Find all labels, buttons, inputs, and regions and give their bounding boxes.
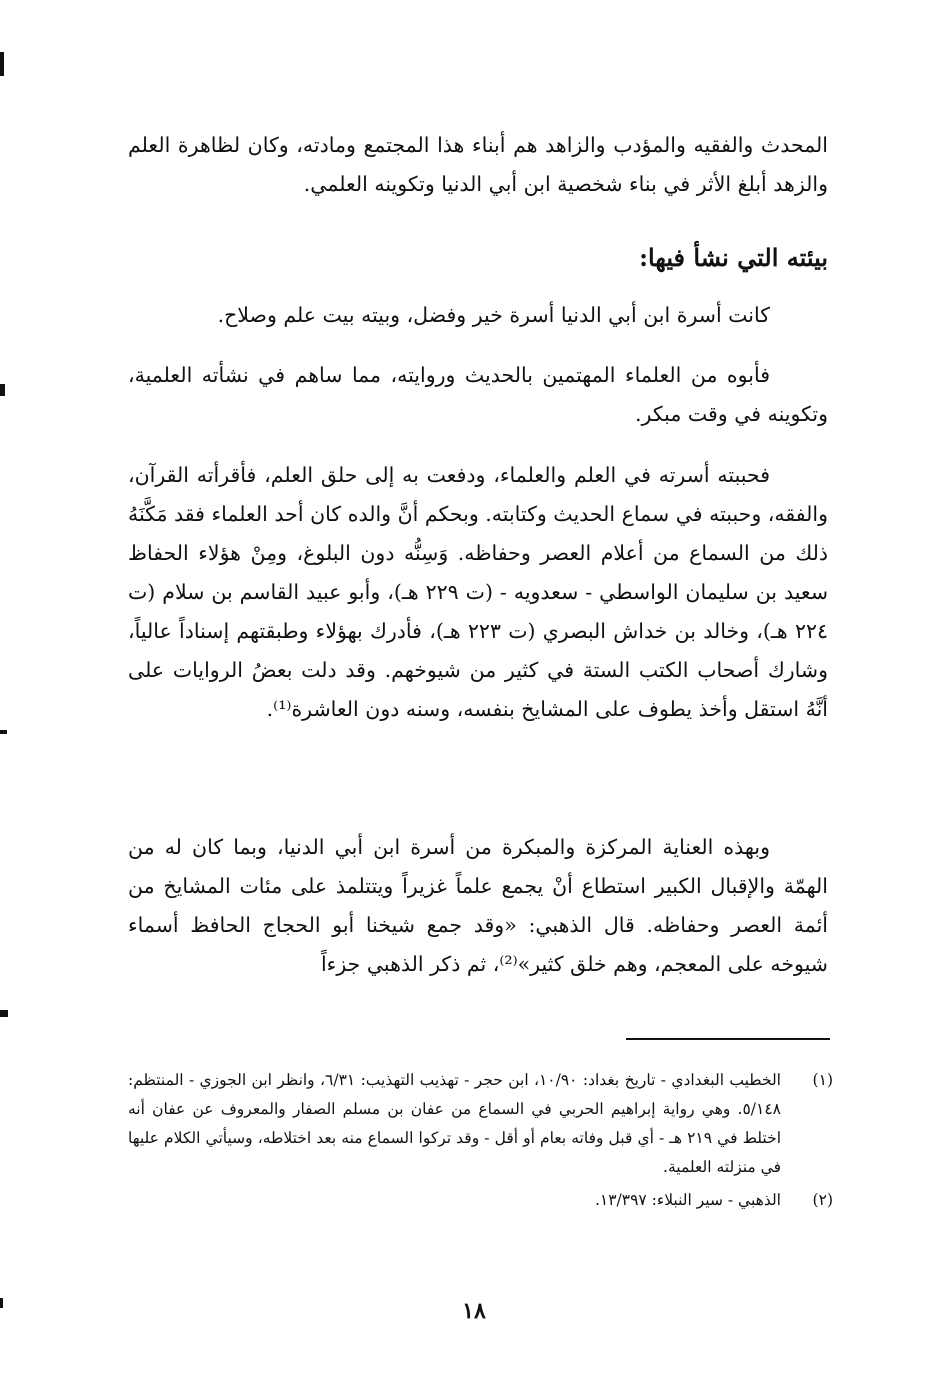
scan-artifact-mark [0,1010,8,1017]
intro-paragraph: المحدث والفقيه والمؤدب والزاهد هم أبناء هذا المجتمع ومادته، وكان لظاهرة العلم والزهد أبلغ الأثر في بناء شخصية ابن أبي الدنيا وتكوينه العلمي. [128,133,828,196]
footnotes [128,1066,833,1219]
family-paragraph: كانت أسرة ابن أبي الدنيا أسرة خير وفضل، وبيته بيت علم وصلاح. [217,303,770,327]
footnote-separator [626,1038,830,1040]
upbringing-paragraph: فحببته أسرته في العلم والعلماء، ودفعت به إلى حلق العلم، فأقرأته القرآن، والفقه، وحببته في سماع الحديث وكتابته. وبحكم أنَّ والده كان أحد العلماء فقد مَكَّنَهُ ذلك من السماع من أعلام العصر وحفاظه. وَسِنُّه دون البلوغ، ومِنْ هؤلاء الحفاظ سعيد بن سليمان الواسطي - سعدويه - (ت ٢٢٩ هـ)، وأبو عبيد القاسم بن سلام (ت ٢٢٤ هـ)، وخالد بن خداش البصري (ت ٢٢٣ هـ)، فأدرك بهؤلاء وطبقتهم إسناداً عالياً، وشارك أصحاب الكتب الستة في كثير من شيوخهم. وقد دلت بعضُ الروايات على أنَّهُ استقل وأخذ يطوف على المشايخ بنفسه، وسنه دون العاشرة⁽¹⁾. [128,463,829,721]
footnote-text: الذهبي - سير النبلاء: ١٣/٣٩٧. [594,1191,781,1209]
care-paragraph: وبهذه العناية المركزة والمبكرة من أسرة ابن أبي الدنيا، وبما كان له من الهمّة والإقبال الكبير استطاع أنْ يجمع علماً غزيراً ويتتلمذ على مئات المشايخ من أئمة العصر وحفاظه. قال الذهبي: «وقد جمع شيخنا أبو الحجاج الحافظ أسماء شيوخه على المعجم، وهم خلق كثير»⁽²⁾، ثم ذكر الذهبي جزءاً [128,835,828,976]
scan-artifact-mark [0,52,4,76]
section-heading: بيئته التي نشأ فيها: [639,243,828,272]
footnote-1 [128,1066,833,1182]
scan-artifact-mark [0,1298,3,1308]
footnote-marker: (٢) [812,1191,833,1209]
scan-artifact-mark [0,730,7,734]
footnote-text: الخطيب البغدادي - تاريخ بغداد: ١٠/٩٠، ابن حجر - تهذيب التهذيب: ٦/٣١، وانظر ابن الجوزي - المنتظم: ٥/١٤٨. وهي رواية إبراهيم الحربي في السماع من عفان بن مسلم الصفار والمعروف عن عفان أنه اختلط في ٢١٩ هـ - أي قبل وفاته بعام أو أقل - وقد تركوا السماع منه بعد اختلاطه، وسيأتي الكلام عليها في منزلته العلمية. [128,1071,782,1176]
footnote-marker: (١) [812,1071,833,1089]
scan-artifact-mark [0,384,5,396]
father-paragraph: فأبوه من العلماء المهتمين بالحديث وروايته، مما ساهم في نشأته العلمية، وتكوينه في وقت مبكر. [128,363,828,426]
page-number: ١٨ [462,1298,486,1324]
footnote-2 [128,1186,833,1215]
